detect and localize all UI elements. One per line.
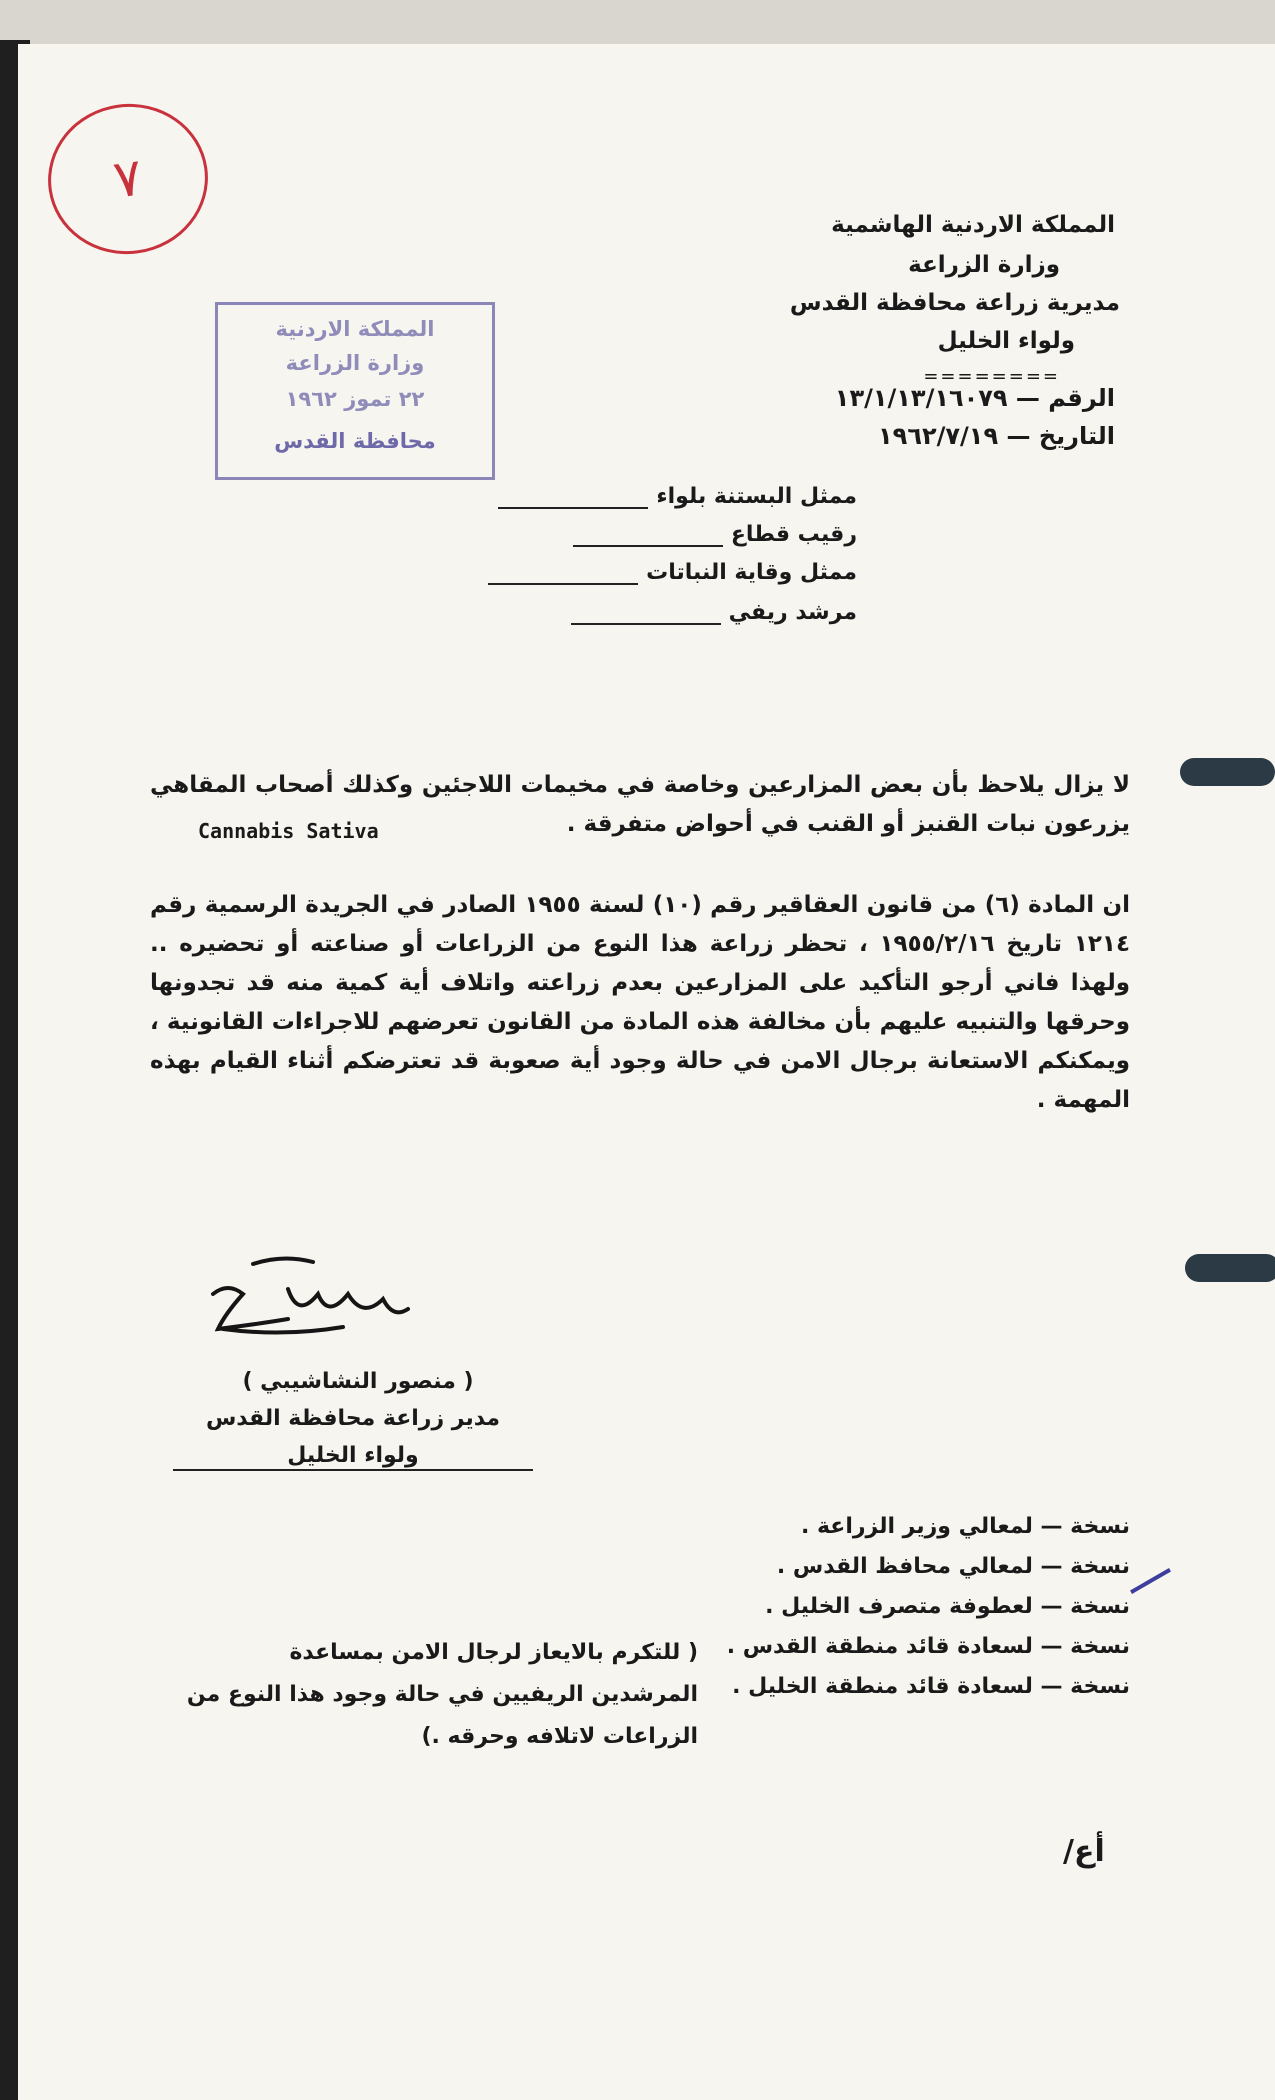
check-mark [1130,1568,1171,1594]
recipient-label: ممثل البستنة بلواء [656,484,857,509]
copy-line: نسخة — لمعالي محافظ القدس . [776,1554,1130,1579]
header-rule: ======== [923,366,1060,387]
body-paragraph-1: لا يزال يلاحظ بأن بعض المزارعين وخاصة في مخيمات اللاجئين وكذلك أصحاب المقاهي يزرعون نبات القنبز أو القنب في أحواض متفرقة . [150,772,1130,837]
recipient-blank [498,497,648,509]
signatory-name: ( منصور النشاشيبي ) [242,1369,474,1394]
copy-line: نسخة — لسعادة قائد منطقة القدس . [726,1634,1130,1659]
security-note: ( للتكرم بالايعاز لرجال الامن بمساعدة المرشدين الريفيين في حالة وجود هذا النوع من الزراعات لاتلافه وحرقه .) [186,1640,698,1749]
signatory-district: ولواء الخليل [287,1443,419,1468]
binder-hole [1180,758,1275,786]
page-number-circle [38,94,217,265]
document-page [18,44,1275,2100]
header-ministry: وزارة الزراعة [908,252,1060,278]
latin-plant-name: Cannabis Sativa [198,819,379,843]
recipient-row [488,560,857,585]
header-kingdom: المملكة الاردنية الهاشمية [831,212,1115,238]
header-district: ولواء الخليل [937,328,1075,354]
copy-line: نسخة — لسعادة قائد منطقة الخليل . [732,1674,1130,1699]
copy-line: نسخة — لعطوفة متصرف الخليل . [765,1594,1130,1619]
stamp-line-2: وزارة الزراعة [285,351,425,375]
stamp-date: ٢٢ تموز ١٩٦٢ [285,387,425,411]
handwritten-signature [193,1249,433,1359]
recipient-blank [573,535,723,547]
received-stamp [215,302,495,480]
scan-top-strip [0,0,1275,48]
recipient-blank [488,573,638,585]
reference-number: الرقم — ١٣/١/١٣/١٦٠٧٩ [834,384,1115,412]
stamp-governorate: محافظة القدس [274,429,436,453]
recipient-row [573,522,857,547]
binder-hole [1185,1254,1275,1282]
recipient-label: ممثل وقاية النباتات [646,560,857,585]
stamp-line-1: المملكة الاردنية [275,317,435,341]
recipient-label: رقيب قطاع [730,522,857,547]
signatory-title: مدير زراعة محافظة القدس [205,1406,501,1431]
signature-rule [173,1469,533,1471]
body-paragraph-2: ان المادة (٦) من قانون العقاقير رقم (١٠) لسنة ١٩٥٥ الصادر في الجريدة الرسمية رقم ١٢١٤ تاريخ ١٩٥٥/٢/١٦ ، تحظر زراعة هذا النوع من الزراعات أو صناعته أو تحضيره .. ولهذا فاني أرجو التأكيد على المزارعين بعدم زراعته واتلاف أية كمية منه قد تجدونها وحرقها والتنبيه عليهم بأن مخالفة هذه المادة من القانون تعرضهم للاجراءات القانونية ، ويمكنكم الاستعانة برجال الامن في حالة وجود أية صعوبة قد تعترضكم أثناء القيام بهذه المهمة . [150,892,1131,1113]
recipient-row [498,484,857,509]
copy-line: نسخة — لمعالي وزير الزراعة . [800,1514,1130,1539]
header-directorate: مديرية زراعة محافظة القدس [789,290,1120,316]
reference-date: التاريخ — ١٩٦٢/٧/١٩ [878,422,1115,450]
typist-initials: أع/ [1063,1834,1105,1869]
recipient-row [571,600,857,625]
page-number: ٧ [109,147,147,211]
recipient-label: مرشد ريفي [728,600,857,625]
recipient-blank [571,613,721,625]
